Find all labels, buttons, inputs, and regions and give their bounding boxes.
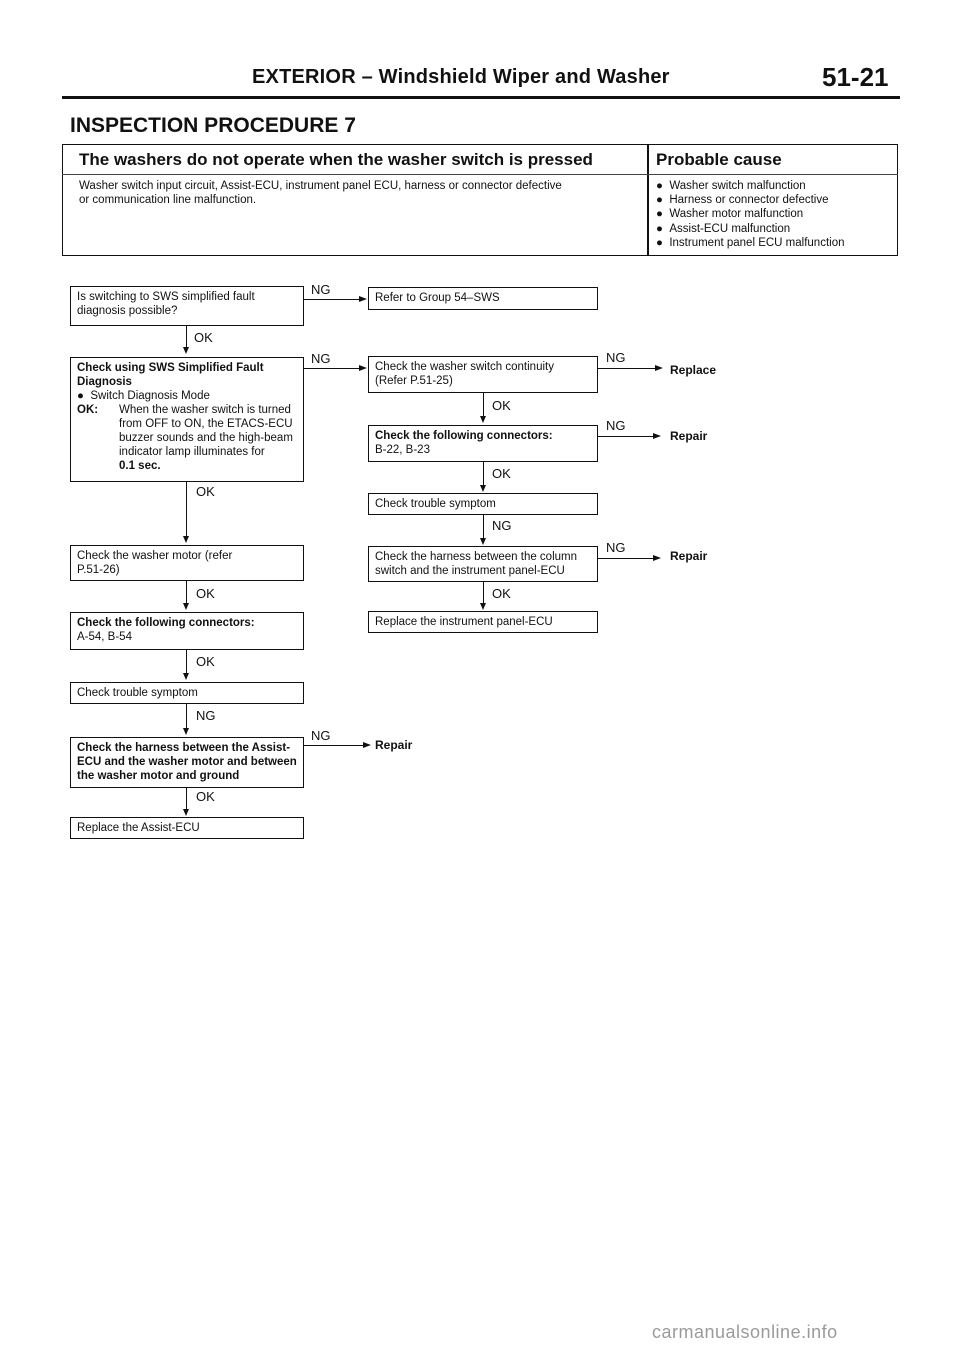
repair-result: Repair bbox=[375, 738, 413, 752]
ng-label: NG bbox=[606, 418, 626, 433]
washer-motor-box: Check the washer motor (refer P.51-26) bbox=[70, 545, 304, 581]
ng-connector bbox=[304, 368, 360, 369]
ng-connector bbox=[304, 745, 364, 746]
symptom-text-line2: or communication line malfunction. bbox=[79, 194, 257, 206]
flow-connector bbox=[483, 462, 484, 485]
ng-arrow bbox=[655, 365, 663, 371]
ng-label: NG bbox=[196, 708, 216, 723]
cause-item: ● Instrument panel ECU malfunction bbox=[656, 236, 845, 249]
flow-connector bbox=[186, 482, 187, 536]
symptom-text-line1: Washer switch input circuit, Assist-ECU, instrument panel ECU, harness or connector defective bbox=[79, 180, 562, 192]
ng-label: NG bbox=[492, 518, 512, 533]
ng-arrow bbox=[359, 365, 367, 371]
ng-label: NG bbox=[606, 350, 626, 365]
ok-label: OK bbox=[492, 466, 511, 481]
header-rule bbox=[62, 96, 900, 99]
connectors-left-box: Check the following connectors: A-54, B-54 bbox=[70, 612, 304, 650]
sws-question-box: Is switching to SWS simplified fault diagnosis possible? bbox=[70, 286, 304, 326]
cause-item: ● Washer motor malfunction bbox=[656, 208, 804, 221]
flow-arrow bbox=[183, 536, 189, 543]
flow-connector bbox=[186, 326, 187, 347]
ok-label: OK bbox=[196, 484, 215, 499]
flow-arrow bbox=[183, 347, 189, 354]
ng-connector bbox=[598, 436, 654, 437]
ng-connector bbox=[304, 299, 360, 300]
harness-left-box: Check the harness between the Assist- ECU and the washer motor and between the washer motor and ground bbox=[70, 737, 304, 788]
flow-connector bbox=[186, 704, 187, 728]
symptom-header: The washers do not operate when the washer switch is pressed bbox=[79, 150, 593, 169]
page-header-title: EXTERIOR – Windshield Wiper and Washer bbox=[252, 66, 670, 88]
ng-connector bbox=[598, 368, 656, 369]
ok-label: OK bbox=[196, 789, 215, 804]
cause-item: ● Washer switch malfunction bbox=[656, 180, 806, 192]
harness-right-box: Check the harness between the column switch and the instrument panel-ECU bbox=[368, 546, 598, 582]
ng-label: NG bbox=[311, 351, 331, 366]
flow-connector bbox=[186, 650, 187, 673]
cause-list bbox=[656, 179, 844, 250]
ng-label: NG bbox=[311, 282, 331, 297]
ok-label: OK bbox=[492, 586, 511, 601]
flow-arrow bbox=[480, 603, 486, 610]
ok-label: OK bbox=[196, 654, 215, 669]
cause-header: Probable cause bbox=[656, 150, 782, 169]
replace-panel-box: Replace the instrument panel-ECU bbox=[368, 611, 598, 633]
ng-label: NG bbox=[606, 540, 626, 555]
ng-label: NG bbox=[311, 728, 331, 743]
ng-arrow bbox=[363, 742, 371, 748]
ng-arrow bbox=[359, 296, 367, 302]
flow-arrow bbox=[183, 809, 189, 816]
table-header-rule bbox=[62, 174, 898, 175]
table-divider bbox=[647, 144, 649, 256]
switch-continuity-box: Check the washer switch continuity (Refer P.51-25) bbox=[368, 356, 598, 393]
flow-connector bbox=[483, 393, 484, 416]
flow-connector bbox=[186, 581, 187, 603]
watermark-text: carmanualsonline.info bbox=[652, 1322, 838, 1342]
ng-arrow bbox=[653, 555, 661, 561]
flow-arrow bbox=[480, 416, 486, 423]
ng-connector bbox=[598, 558, 654, 559]
sws-check-box: Check using SWS Simplified Fault Diagnosis ● Switch Diagnosis Mode OK: When the washer switch is turned from OFF to ON, the ETACS-ECU buzzer sounds and the high-beam indicator lamp illuminates for 0.1 sec. bbox=[70, 357, 304, 482]
cause-item: ● Assist-ECU malfunction bbox=[656, 222, 791, 235]
flow-arrow bbox=[183, 673, 189, 680]
trouble-left-box: Check trouble symptom bbox=[70, 682, 304, 704]
procedure-title: INSPECTION PROCEDURE 7 bbox=[70, 114, 356, 137]
cause-item: ● Harness or connector defective bbox=[656, 194, 829, 207]
connectors-right-box: Check the following connectors: B-22, B-23 bbox=[368, 425, 598, 462]
flow-connector bbox=[186, 788, 187, 809]
flow-arrow bbox=[183, 728, 189, 735]
replace-assist-box: Replace the Assist-ECU bbox=[70, 817, 304, 839]
flow-arrow bbox=[480, 538, 486, 545]
page-number: 51-21 bbox=[822, 62, 889, 92]
ok-label: OK bbox=[194, 330, 213, 345]
flow-arrow bbox=[480, 485, 486, 492]
refer-group-box: Refer to Group 54–SWS bbox=[368, 287, 598, 310]
repair-result: Repair bbox=[670, 429, 708, 443]
trouble-right-box: Check trouble symptom bbox=[368, 493, 598, 515]
replace-result: Replace bbox=[670, 363, 717, 377]
ok-label: OK bbox=[492, 398, 511, 413]
ng-arrow bbox=[653, 433, 661, 439]
repair-result: Repair bbox=[670, 549, 708, 563]
flow-arrow bbox=[183, 603, 189, 610]
ok-label: OK bbox=[196, 586, 215, 601]
flow-connector bbox=[483, 515, 484, 538]
flow-connector bbox=[483, 582, 484, 603]
